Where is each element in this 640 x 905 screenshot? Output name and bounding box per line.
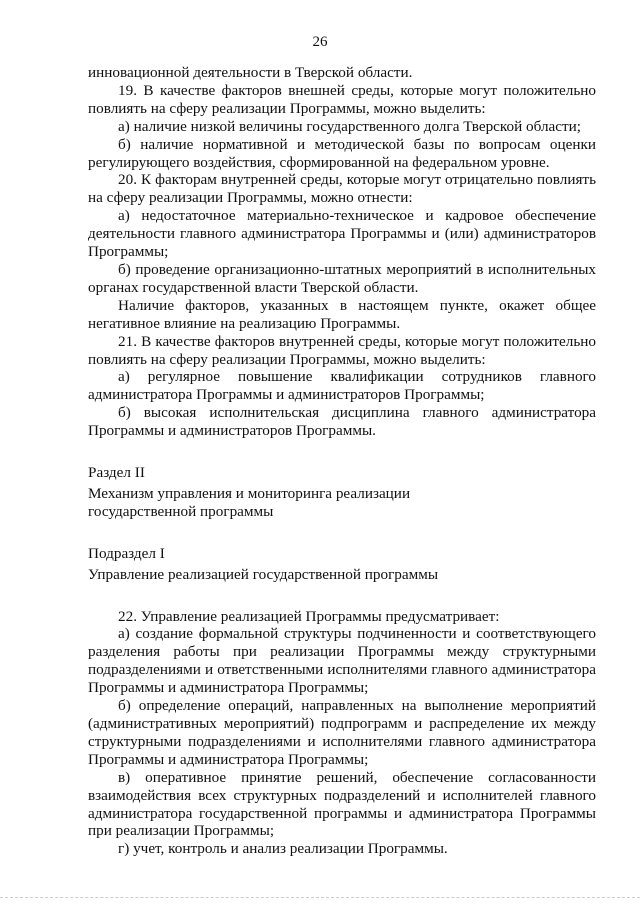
spacer: [88, 521, 596, 545]
paragraph-22-b: б) определение операций, направленных на выполнение мероприятий (административных мероприятий) подпрограмм и распределение их между структурными подразделениями и исполнителями главного администратора Программы и администратора Программы;: [88, 697, 596, 768]
paragraph-20-a: а) недостаточное материально-техническое и кадровое обеспечение деятельности главного администратора Программы и (или) администраторов Программы;: [88, 207, 596, 261]
subsection-title: Управление реализацией государственной программы: [88, 565, 439, 583]
paragraph-20-b: б) проведение организационно-штатных мероприятий в исполнительных органах государственной власти Тверской области.: [88, 260, 596, 296]
subsection-label: Подраздел I: [88, 544, 165, 562]
page-body: [88, 64, 596, 858]
paragraph-21-a: а) регулярное повышение квалификации сотрудников главного администратора Программы и администраторов Программы;: [88, 368, 596, 404]
paragraph-item-21: 21. В качестве факторов внутренней среды, которые могут положительно повлиять на сферу реализации Программы, можно выделить:: [88, 332, 596, 368]
spacer: [88, 584, 596, 608]
section-title-line-1: Механизм управления и мониторинга реализации: [88, 484, 411, 502]
paragraph-item-20: 20. К факторам внутренней среды, которые могут отрицательно повлиять на сферу реализации Программы, можно отнести:: [88, 171, 596, 207]
page-number: 26: [312, 34, 328, 50]
paragraph-item-22: 22. Управление реализацией Программы предусматривает:: [118, 607, 500, 625]
paragraph-22-a: а) создание формальной структуры подчиненности и соответствующего разделения работы при реализации Программы между структурными подразделениями и ответственными исполнителями главного администратора Программы и администратора Программы;: [88, 625, 596, 697]
spacer: [88, 440, 596, 464]
paragraph-20-note: Наличие факторов, указанных в настоящем пункте, окажет общее негативное влияние на реализацию Программы.: [88, 296, 596, 332]
paragraph-item-19: 19. В качестве факторов внешней среды, которые могут положительно повлиять на сферу реализации Программы, можно выделить:: [88, 81, 596, 117]
paragraph-continuation: инновационной деятельности в Тверской области.: [88, 64, 413, 81]
paragraph-19-a: а) наличие низкой величины государственного долга Тверской области;: [118, 117, 582, 135]
paragraph-22-c: в) оперативное принятие решений, обеспечение согласованности взаимодействия всех структурных подразделений и исполнителей главного администратора государственной программы и администратора Программы при реализации Программы;: [88, 768, 596, 840]
section-label: Раздел II: [88, 464, 145, 482]
paragraph-21-b: б) высокая исполнительская дисциплина главного администратора Программы и администраторов Программы.: [88, 404, 596, 440]
paragraph-22-d: г) учет, контроль и анализ реализации Программы.: [118, 840, 448, 858]
scan-edge-line: [0, 897, 640, 899]
paragraph-19-b: б) наличие нормативной и методической базы по вопросам оценки регулирующего воздействия, сформированной на федеральном уровне.: [88, 135, 596, 171]
section-title-line-2: государственной программы: [88, 502, 274, 520]
